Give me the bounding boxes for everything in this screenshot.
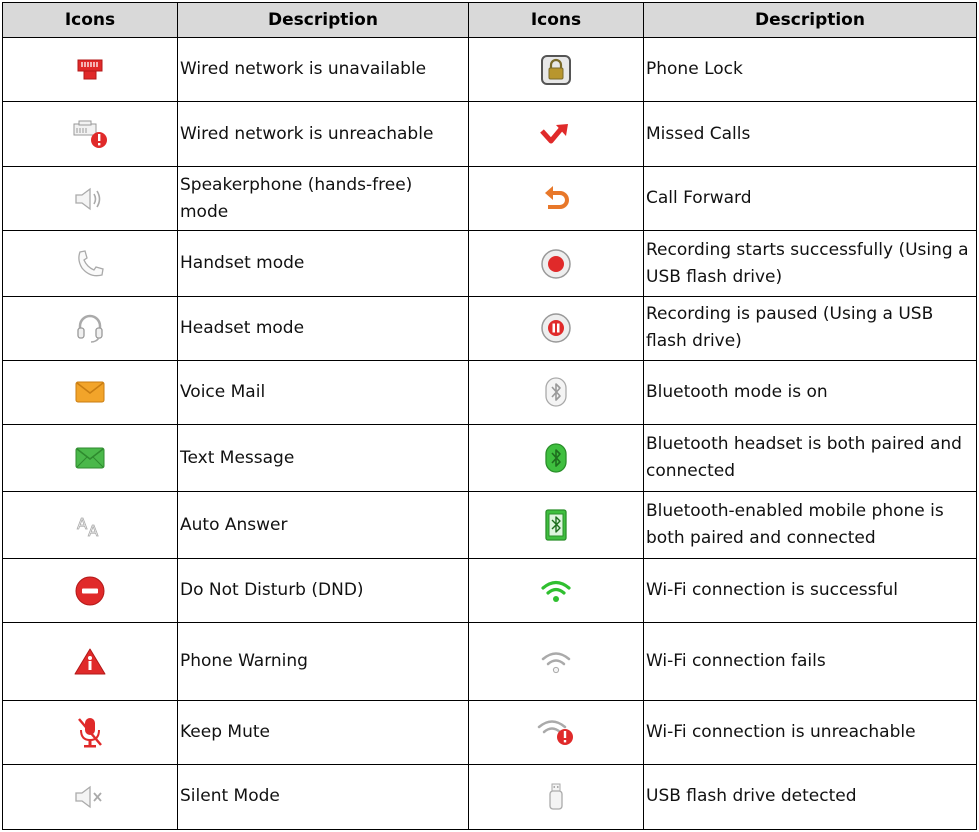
description-cell: Headset mode	[178, 296, 469, 360]
header-icons-left: Icons	[3, 3, 178, 38]
icon-cell	[3, 102, 178, 167]
phone-lock-icon	[540, 54, 572, 86]
description-cell: Do Not Disturb (DND)	[178, 559, 469, 623]
icon-cell	[469, 764, 644, 829]
wifi-failed-icon	[540, 648, 572, 676]
icon-cell	[3, 700, 178, 764]
wired-network-unreachable-icon	[71, 118, 109, 150]
description-cell: Call Forward	[644, 167, 977, 231]
icon-cell	[3, 764, 178, 829]
description-cell: Wi-Fi connection is unreachable	[644, 700, 977, 764]
icon-cell	[469, 492, 644, 559]
header-description-right: Description	[644, 3, 977, 38]
svg-text:A: A	[88, 522, 99, 540]
description-cell: Missed Calls	[644, 102, 977, 167]
icon-cell	[469, 296, 644, 360]
description-cell: Wired network is unreachable	[178, 102, 469, 167]
description-cell: USB flash drive detected	[644, 764, 977, 829]
recording-paused-icon	[540, 312, 572, 344]
icon-cell	[469, 700, 644, 764]
bluetooth-mobile-connected-icon	[543, 508, 569, 542]
icon-description-table	[2, 2, 977, 830]
icon-cell	[3, 296, 178, 360]
table-row	[3, 764, 977, 829]
description-cell: Handset mode	[178, 231, 469, 296]
recording-icon	[540, 248, 572, 280]
icon-cell	[3, 623, 178, 700]
icon-cell	[3, 38, 178, 102]
icon-cell	[3, 167, 178, 231]
description-cell: Bluetooth-enabled mobile phone is both paired and connected	[644, 492, 977, 559]
icon-cell	[3, 559, 178, 623]
description-cell: Text Message	[178, 424, 469, 491]
auto-answer-icon	[74, 511, 106, 539]
phone-warning-icon	[73, 647, 107, 677]
description-cell: Bluetooth headset is both paired and connected	[644, 424, 977, 491]
table-row	[3, 231, 977, 296]
table-row	[3, 424, 977, 491]
keep-mute-icon	[75, 715, 105, 749]
description-cell: Speakerphone (hands-free) mode	[178, 167, 469, 231]
icon-cell	[3, 360, 178, 424]
table-row	[3, 360, 977, 424]
description-cell: Wi-Fi connection is successful	[644, 559, 977, 623]
description-cell: Phone Warning	[178, 623, 469, 700]
icon-cell	[469, 102, 644, 167]
call-forward-icon	[540, 184, 572, 214]
header-row	[3, 3, 977, 38]
table-row	[3, 167, 977, 231]
wired-network-unavailable-icon	[75, 57, 105, 83]
wifi-connected-icon	[540, 577, 572, 605]
voice-mail-icon	[74, 379, 106, 405]
icon-cell	[469, 623, 644, 700]
description-cell: Auto Answer	[178, 492, 469, 559]
usb-flash-drive-icon	[544, 781, 568, 813]
description-cell: Phone Lock	[644, 38, 977, 102]
icon-cell	[469, 167, 644, 231]
icon-cell	[3, 492, 178, 559]
table-row	[3, 296, 977, 360]
table-row	[3, 623, 977, 700]
table-row	[3, 559, 977, 623]
table-row	[3, 38, 977, 102]
svg-text:A: A	[77, 515, 88, 534]
silent-mode-icon	[73, 783, 107, 811]
header-icons-right: Icons	[469, 3, 644, 38]
missed-calls-icon	[539, 121, 573, 147]
do-not-disturb-icon	[74, 575, 106, 607]
icon-cell	[469, 424, 644, 491]
handset-icon	[74, 248, 106, 280]
description-cell: Keep Mute	[178, 700, 469, 764]
description-cell: Bluetooth mode is on	[644, 360, 977, 424]
description-cell: Voice Mail	[178, 360, 469, 424]
bluetooth-headset-connected-icon	[543, 442, 569, 474]
table-row	[3, 102, 977, 167]
description-cell: Silent Mode	[178, 764, 469, 829]
wifi-unreachable-icon	[536, 716, 576, 748]
icon-cell	[469, 559, 644, 623]
text-message-icon	[74, 445, 106, 471]
header-description-left: Description	[178, 3, 469, 38]
icon-cell	[469, 360, 644, 424]
icon-cell	[469, 38, 644, 102]
icon-cell	[469, 231, 644, 296]
icon-cell	[3, 424, 178, 491]
headset-icon	[74, 312, 106, 344]
description-cell: Wired network is unavailable	[178, 38, 469, 102]
table-row	[3, 492, 977, 559]
icon-cell	[3, 231, 178, 296]
speakerphone-icon	[73, 185, 107, 213]
description-cell: Recording starts successfully (Using a USB flash drive)	[644, 231, 977, 296]
description-cell: Wi-Fi connection fails	[644, 623, 977, 700]
description-cell: Recording is paused (Using a USB flash drive)	[644, 296, 977, 360]
bluetooth-on-icon	[543, 376, 569, 408]
table-row	[3, 700, 977, 764]
